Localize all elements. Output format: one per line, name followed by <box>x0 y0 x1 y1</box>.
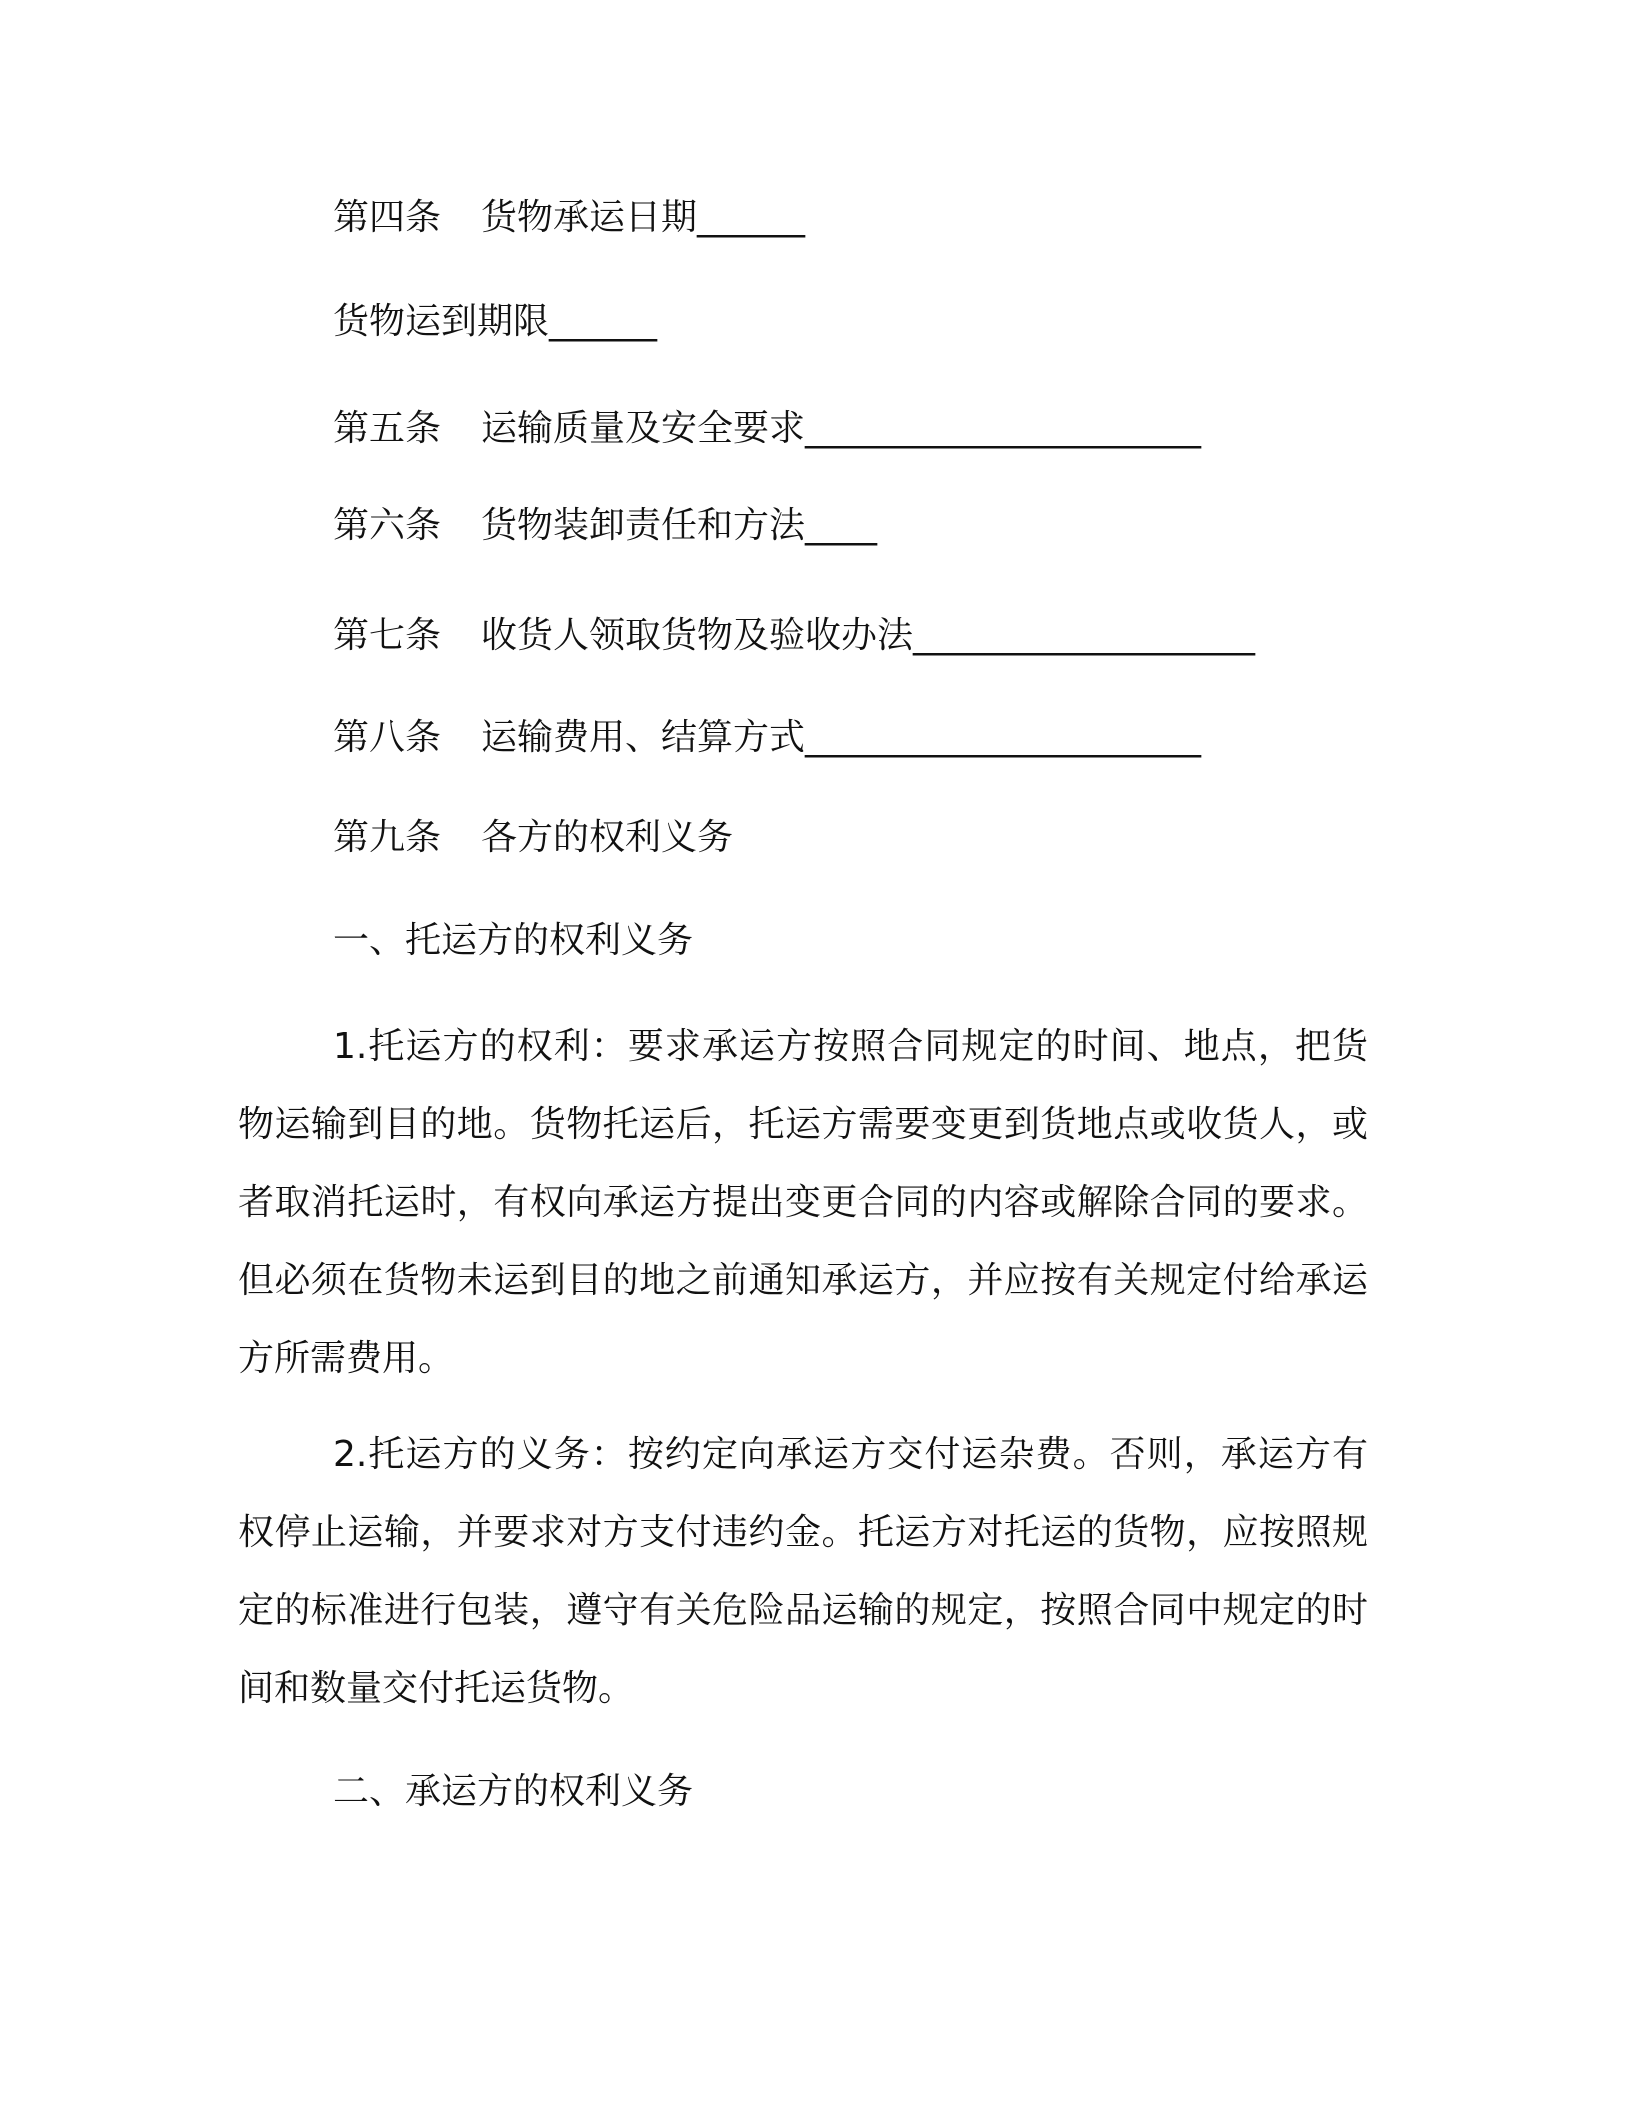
article-text: 各方的权利义务 <box>481 817 734 858</box>
article-5 <box>333 403 1201 455</box>
shipper-rights-paragraph: 1.托运方的权利：要求承运方按照合同规定的时间、地点，把货物运输到目的地。货物托运后，托运方需要变更到货地点或收货人，或者取消托运时，有权向承运方提出变更合同的内容或解除合同的要求。但必须在货物未运到目的地之前通知承运方，并应按有关规定付给承运方所需费用。 <box>238 1026 1368 1379</box>
section-heading-shipper: 一、托运方的权利义务 <box>333 920 694 961</box>
article-7 <box>333 610 1255 662</box>
article-9 <box>333 812 733 864</box>
article-number: 第八条 <box>333 717 442 758</box>
article-text: 运输费用、结算方式______________________ <box>481 717 1202 758</box>
article-text: 货物承运日期______ <box>481 197 806 238</box>
delivery-deadline-line <box>333 296 657 348</box>
section-heading-carrier: 二、承运方的权利义务 <box>333 1771 694 1812</box>
article-8 <box>333 712 1201 764</box>
article-4 <box>333 192 805 244</box>
article-text: 收货人领取货物及验收办法___________________ <box>481 615 1256 656</box>
article-number: 第七条 <box>333 615 442 656</box>
article-6 <box>333 500 877 552</box>
article-text: 运输质量及安全要求______________________ <box>481 408 1202 449</box>
article-text: 货物运到期限______ <box>333 301 658 342</box>
article-number: 第九条 <box>333 817 442 858</box>
article-number: 第六条 <box>333 505 442 546</box>
article-text: 货物装卸责任和方法____ <box>481 505 878 546</box>
article-number: 第五条 <box>333 408 442 449</box>
shipper-obligations-paragraph: 2.托运方的义务：按约定向承运方交付运杂费。否则，承运方有权停止运输，并要求对方支付违约金。托运方对托运的货物，应按照规定的标准进行包装，遵守有关危险品运输的规定，按照合同中规定的时间和数量交付托运货物。 <box>238 1434 1368 1709</box>
article-number: 第四条 <box>333 197 442 238</box>
